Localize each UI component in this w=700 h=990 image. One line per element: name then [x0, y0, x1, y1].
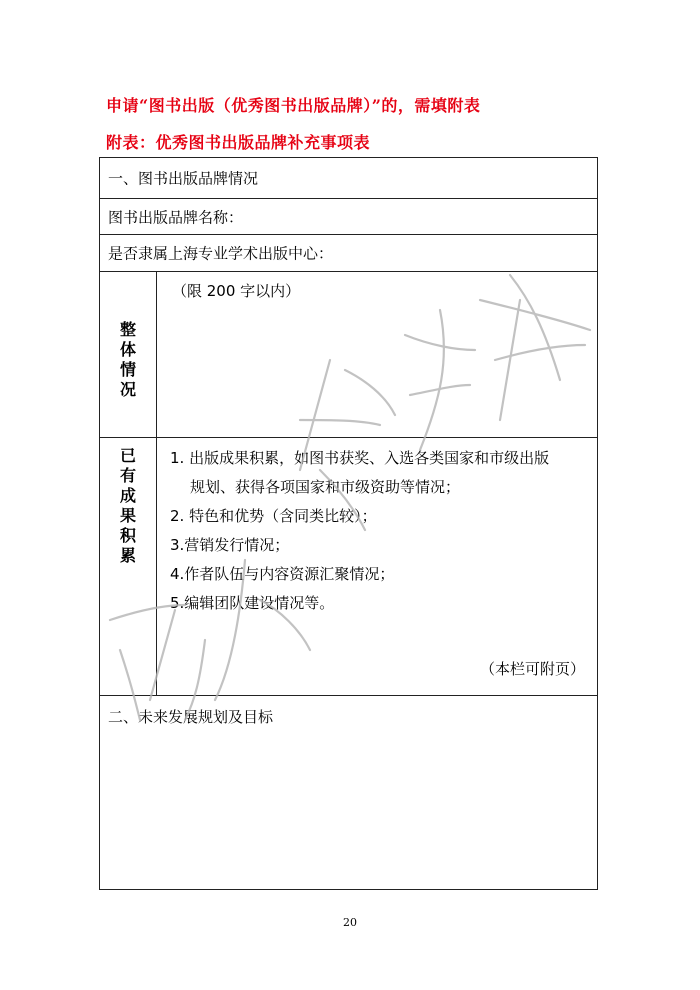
notice-heading: 申请“图书出版（优秀图书出版品牌）”的，需填附表 — [106, 96, 481, 115]
list-item — [170, 502, 594, 531]
list-item-text: 2. 特色和优势（含同类比较）； — [170, 507, 377, 525]
overall-situation-row — [100, 272, 597, 438]
affiliation-label: 是否隶属上海专业学术出版中心： — [108, 244, 334, 263]
future-plan-row[interactable] — [100, 696, 597, 891]
appendix-title: 附表：优秀图书出版品牌补充事项表 — [106, 133, 371, 152]
overall-limit-note: （限 200 字以内） — [172, 282, 301, 300]
list-item — [170, 560, 594, 589]
overall-label: 整体情况 — [119, 320, 136, 399]
section1-title: 一、图书出版品牌情况 — [108, 169, 259, 188]
section1-header-row — [100, 158, 597, 199]
brand-name-row[interactable] — [100, 199, 597, 235]
section2-title: 二、未来发展规划及目标 — [108, 708, 274, 726]
list-item-text: 3.营销发行情况； — [170, 536, 290, 554]
list-item-text: 4.作者队伍与内容资源汇聚情况； — [170, 565, 395, 583]
list-item-text: 5.编辑团队建设情况等。 — [170, 594, 335, 612]
overall-label-cell — [100, 272, 157, 437]
supplementary-form-table — [99, 157, 598, 890]
page-number: 20 — [343, 916, 357, 929]
brand-name-label: 图书出版品牌名称： — [108, 208, 244, 226]
achievements-list — [170, 444, 594, 618]
list-item — [170, 444, 594, 502]
list-item — [170, 531, 594, 560]
attachment-note: （本栏可附页） — [479, 660, 585, 678]
achievements-label: 已有成果积累 — [119, 446, 136, 565]
affiliation-row[interactable] — [100, 235, 597, 272]
list-item-text: 1. 出版成果积累，如图书获奖、入选各类国家和市级出版 — [170, 449, 550, 467]
achievements-row — [100, 438, 597, 696]
list-item — [170, 589, 594, 618]
list-item-continuation: 规划、获得各项国家和市级资助等情况； — [190, 478, 461, 496]
achievements-label-cell — [100, 438, 157, 695]
